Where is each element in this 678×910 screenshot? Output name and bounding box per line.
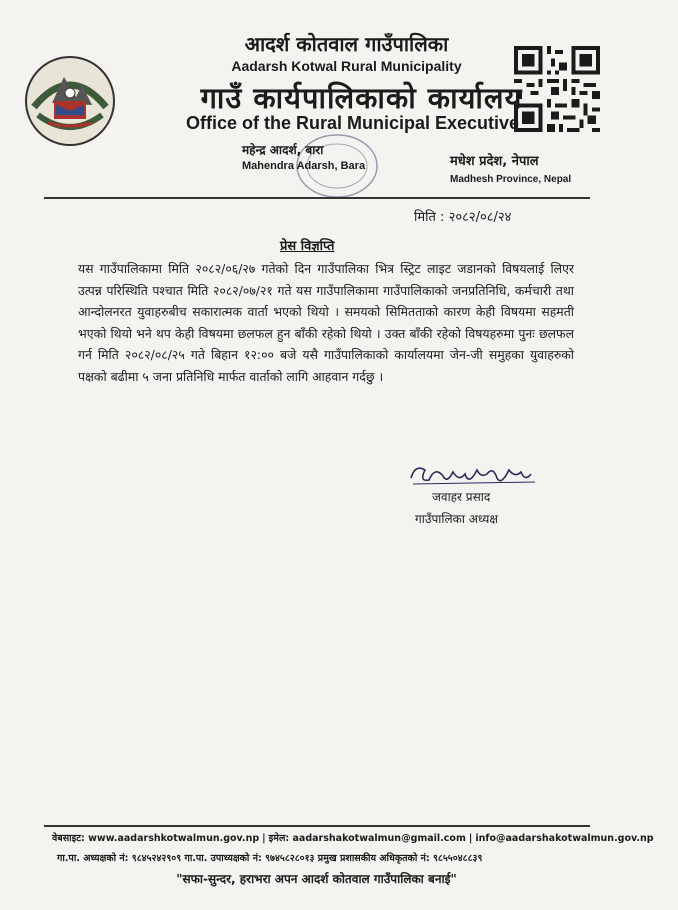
email-link-secondary[interactable]: info@aadarshakotwalmun.gov.np xyxy=(475,833,654,844)
province-english: Madhesh Province, Nepal xyxy=(450,174,572,185)
footer-divider xyxy=(44,825,590,827)
letter-title: प्रेस विज्ञप्ति xyxy=(280,239,335,254)
signatory-name: जवाहर प्रसाद xyxy=(432,490,491,504)
province-nepali: मधेश प्रदेश, नेपाल xyxy=(450,154,539,169)
footer-phones: गा.पा. अध्यक्षको नं: ९८४५२४२९०९ गा.पा. उपाध्यक्षको नं: ९७४५८२८०१३ प्रमुख प्रशासकीय अधिकृतको नं: ९८५५०४८८३९ xyxy=(57,853,483,864)
address-nepali: महेन्द्र आदर्श, बारा xyxy=(242,143,324,157)
signatory-title: गाउँपालिका अध्यक्ष xyxy=(415,512,498,526)
org-name-nepali: आदर्श कोतवाल गाउँपालिका xyxy=(244,32,449,56)
letter-date: मिति : २०८२/०८/२४ xyxy=(414,210,512,225)
letter-body: यस गाउँपालिकामा मिति २०८२/०६/२७ गतेको दिन गाउँपालिका भित्र स्ट्रिट लाइट जडानको विषयलाई लिएर उत्पन्न परिस्थिति पश्चात मिति २०८२/०७/२१ गते यस गाउँपालिकामा गाउँपालिकाको जनप्रतिनिधि, कर्मचारी तथा आन्दोलनरत युवाहरुबीच सकारात्मक वार्ता भएको थियो । समयको सिमितताको कारण केही विषयमा सहमती भएको थियो भने थप केही विषयमा छलफल हुन बाँकी रहेको थियो । उक्त बाँकी रहेको विषयहरुमा पुनः छलफल गर्न मिति २०८२/०८/२५ गते बिहान १२:०० बजे यसै गाउँपालिकाको कार्यालयमा जेन-जी समुहका युवाहरुको पक्षको बढीमा ५ जना प्रतिनिधि मार्फत वार्ताको लागि आहवान गर्दछु । xyxy=(78,261,574,384)
footer-contact-row: वेबसाइट: www.aadarshkotwalmun.gov.np | इमेल: aadarshakotwalmun@gmail.com | info@aadarshakotwalmun.gov.np xyxy=(52,833,654,844)
email-link-primary[interactable]: इमेल: aadarshakotwalmun@gmail.com xyxy=(268,833,466,844)
website-link[interactable]: वेबसाइट: www.aadarshkotwalmun.gov.np xyxy=(52,833,260,844)
signatory-stamp xyxy=(448,488,583,578)
header-divider xyxy=(44,197,590,199)
office-name-nepali: गाउँ कार्यपालिकाको कार्यालय xyxy=(200,81,523,115)
footer-slogan: "सफा-सुन्दर, हराभरा अपन आदर्श कोतवाल गाउँपालिका बनाई" xyxy=(176,872,457,886)
office-name-english: Office of the Rural Municipal Executive xyxy=(185,113,520,133)
org-name-english: Aadarsh Kotwal Rural Municipality xyxy=(231,58,462,74)
address-english: Mahendra Adarsh, Bara xyxy=(242,160,366,172)
